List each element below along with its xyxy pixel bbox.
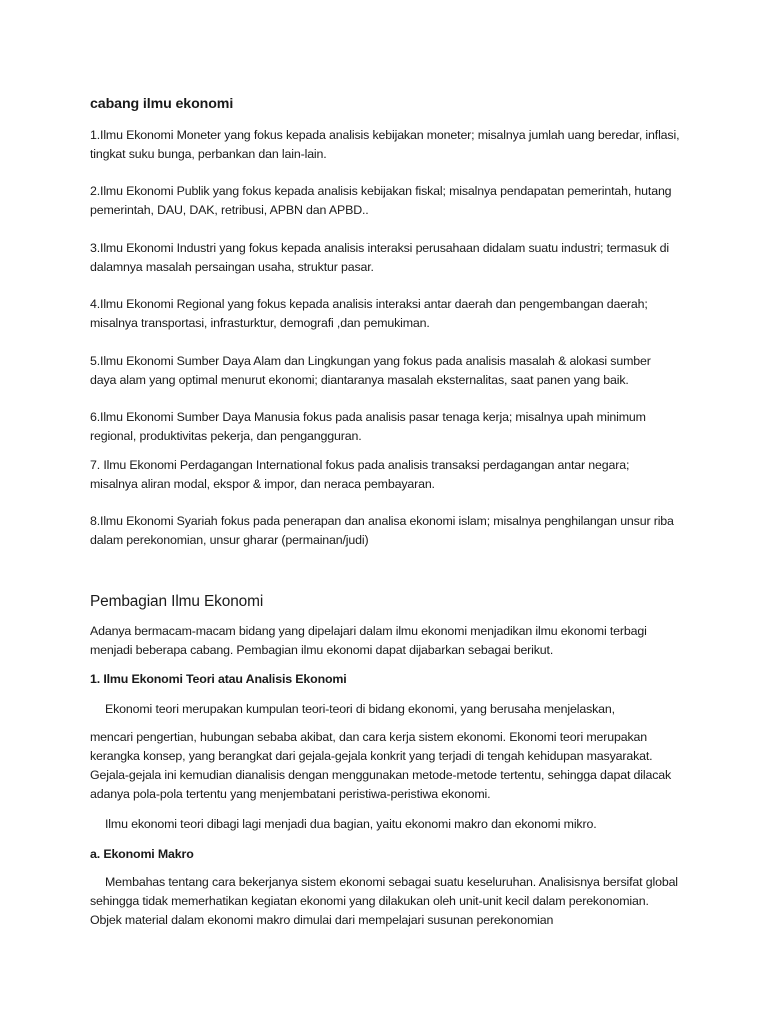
list-item: 8.Ilmu Ekonomi Syariah fokus pada penerapan dan analisa ekonomi islam; misalnya penghilangan unsur riba dalam perekonomian, unsur gharar (permainan/judi) [90,514,674,547]
intro-paragraph: Adanya bermacam-macam bidang yang dipelajari dalam ilmu ekonomi menjadikan ilmu ekonomi terbagi menjadi beberapa cabang. Pembagian ilmu ekonomi dapat dijabarkan sebagai berikut. [90,624,647,657]
paragraph-makro-1: Membahas tentang cara bekerjanya sistem ekonomi sebagai suatu keseluruhan. Analisisnya bersifat global sehingga tidak memerhatikan kegiatan ekonomi yang dilakukan oleh unit-unit kecil dalam perekonomian. Objek material dalam ekonomi makro dimulai dari mempelajari susunan perekonomian [90,875,678,927]
list-item: 3.Ilmu Ekonomi Industri yang fokus kepada analisis interaksi perusahaan didalam suatu industri; termasuk di dalamnya masalah persaingan usaha, struktur pasar. [90,241,670,274]
list-item: 4.Ilmu Ekonomi Regional yang fokus kepada analisis interaksi antar daerah dan pengembangan daerah; misalnya transportasi, infrasturktur, demografi ,dan pemukiman. [90,297,648,330]
subheading-ekonomi-teori: 1. Ilmu Ekonomi Teori atau Analisis Ekonomi [90,672,347,686]
list-item: 6.Ilmu Ekonomi Sumber Daya Manusia fokus pada analisis pasar tenaga kerja; misalnya upah minimum regional, produktivitas pekerja, dan pengangguran. [90,410,646,443]
paragraph-teori-2: mencari pengertian, hubungan sebaba akibat, dan cara kerja sistem ekonomi. Ekonomi teori merupakan kerangka konsep, yang berangkat dari gejala-gejala konkrit yang terjadi di tengah kehidupan masyarakat. Gejala-gejala ini kemudian dianalisis dengan menggunakan metode-metode tertentu, sehingga dapat dilacak adanya pola-pola tertentu yang menjembatani peristiwa-peristiwa ekonomi. [90,730,672,801]
subheading-ekonomi-makro: a. Ekonomi Makro [90,847,194,861]
section-heading-cabang: cabang ilmu ekonomi [90,96,234,112]
paragraph-teori-3: Ilmu ekonomi teori dibagi lagi menjadi dua bagian, yaitu ekonomi makro dan ekonomi mikro. [105,817,597,831]
paragraph-teori-1: Ekonomi teori merupakan kumpulan teori-teori di bidang ekonomi, yang berusaha menjelaskan, [105,702,615,716]
list-item: 1.Ilmu Ekonomi Moneter yang fokus kepada analisis kebijakan moneter; misalnya jumlah uang beredar, inflasi, tingkat suku bunga, perbankan dan lain-lain. [90,128,680,161]
list-item: 7. Ilmu Ekonomi Perdagangan International fokus pada analisis transaksi perdagangan antar negara; misalnya aliran modal, ekspor & impor, dan neraca pembayaran. [90,458,630,491]
section-heading-pembagian: Pembagian Ilmu Ekonomi [90,593,264,610]
list-item: 2.Ilmu Ekonomi Publik yang fokus kepada analisis kebijakan fiskal; misalnya pendapatan pemerintah, hutang pemerintah, DAU, DAK, retribusi, APBN dan APBD.. [90,184,672,217]
list-item: 5.Ilmu Ekonomi Sumber Daya Alam dan Lingkungan yang fokus pada analisis masalah & alokasi sumber daya alam yang optimal menurut ekonomi; diantaranya masalah eksternalitas, saat panen yang baik. [90,354,651,387]
